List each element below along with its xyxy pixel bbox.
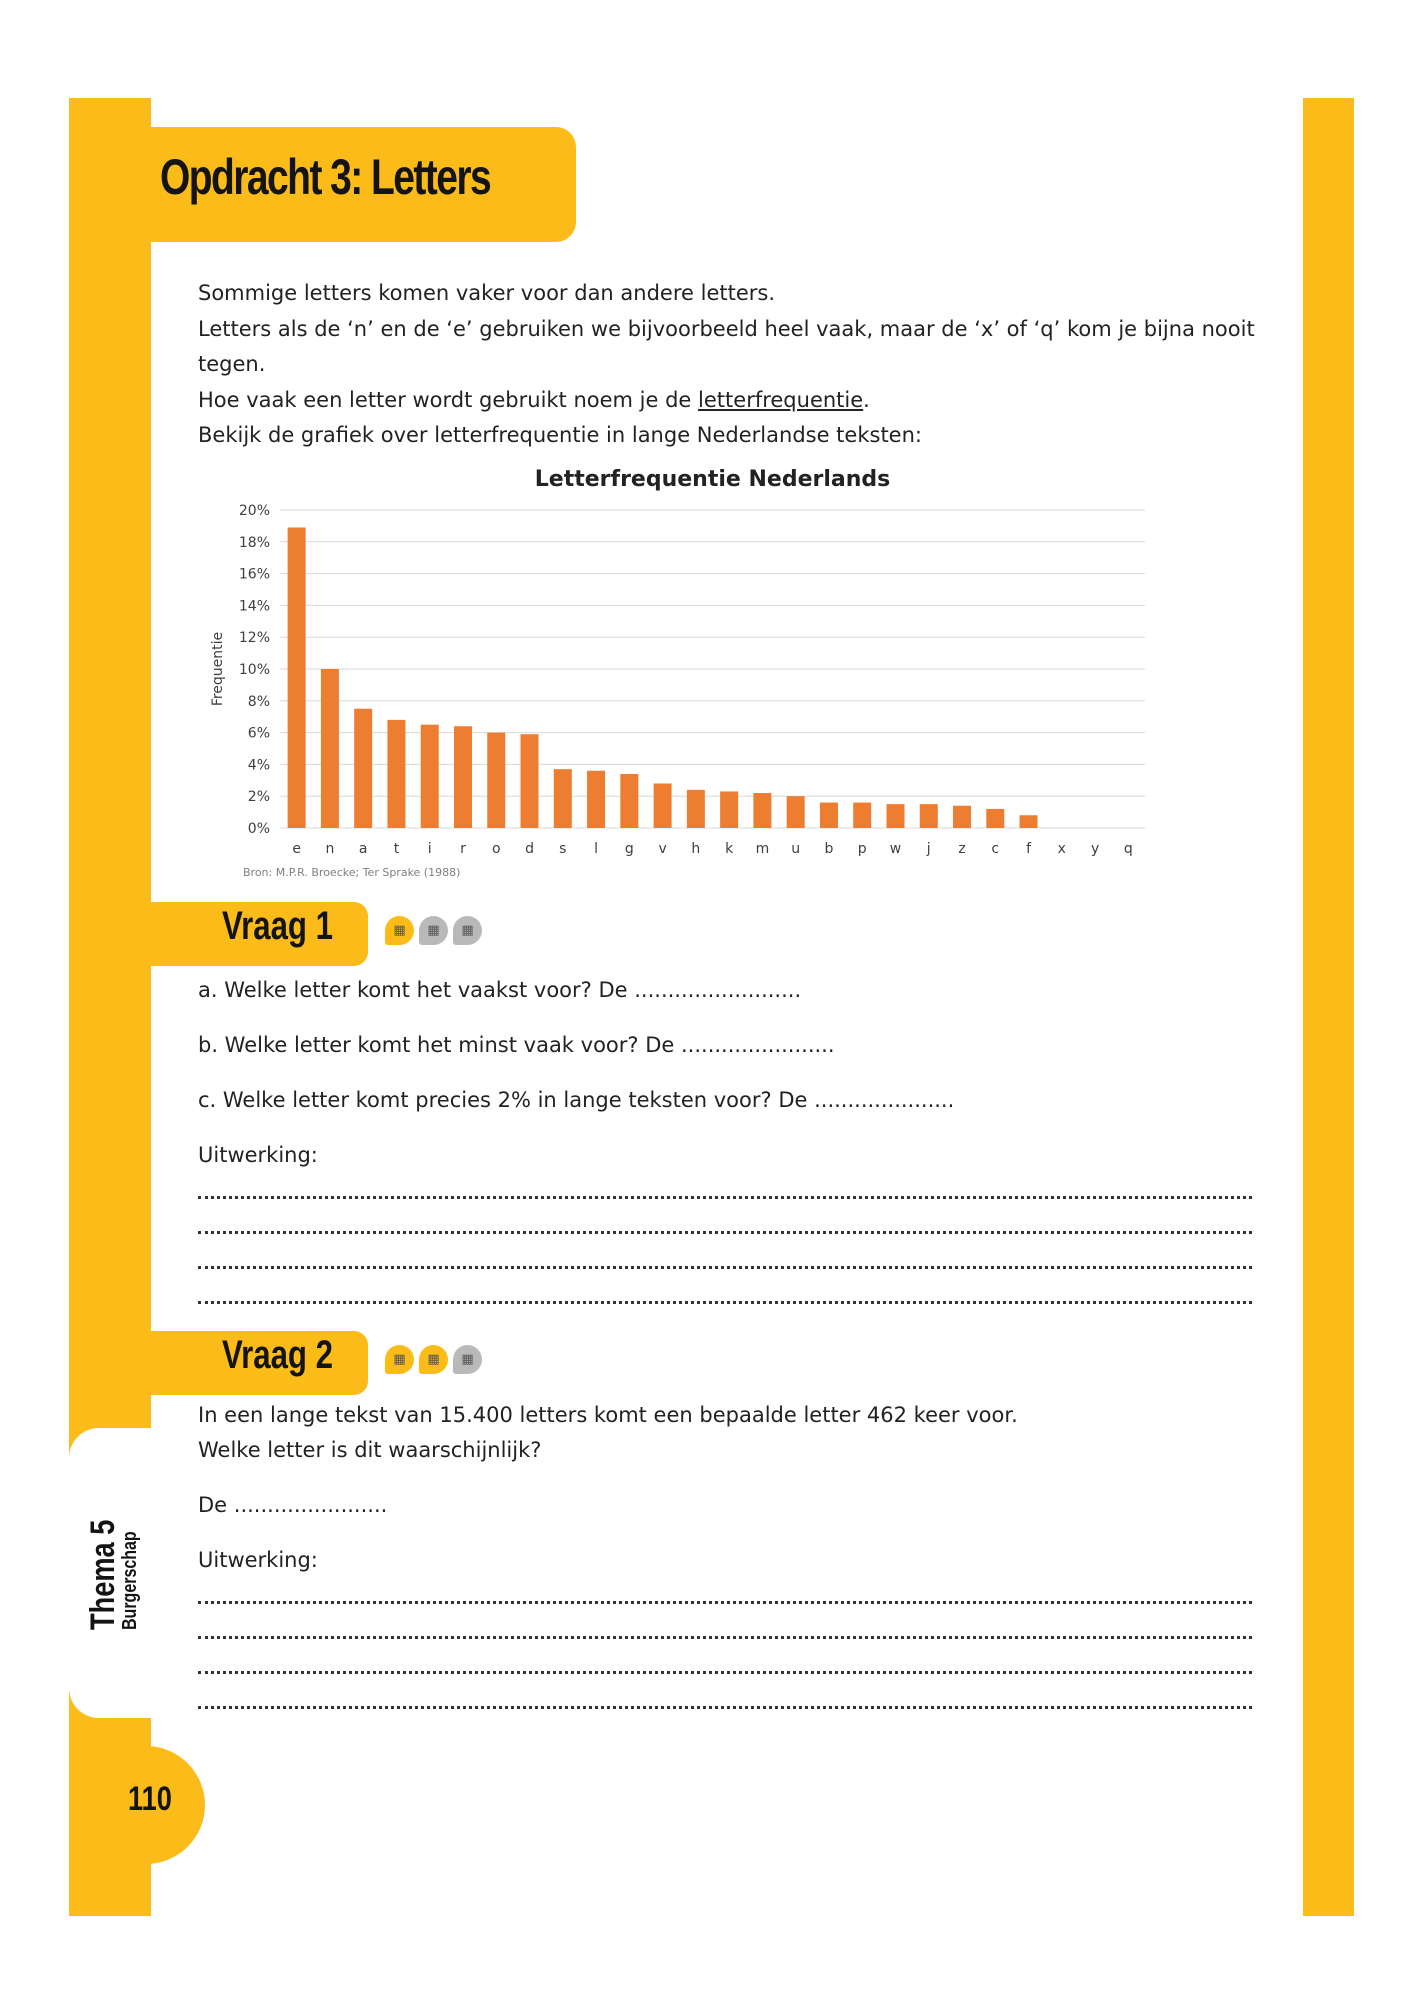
- bar-g: [620, 774, 638, 828]
- y-tick-label: 20%: [238, 503, 270, 519]
- x-tick-label: e: [292, 841, 301, 857]
- x-tick-label: w: [889, 841, 902, 857]
- bar-n: [321, 669, 339, 828]
- intro-text: [198, 276, 1258, 454]
- answer-line[interactable]: [198, 1256, 1252, 1269]
- bar-r: [454, 726, 472, 828]
- right-accent-band: [1303, 98, 1354, 1916]
- y-tick-label: 8%: [247, 693, 270, 710]
- x-tick-label: o: [491, 841, 501, 857]
- chart-title: Letterfrequentie Nederlands: [534, 467, 891, 492]
- vraag-1-label: Vraag 1: [222, 904, 334, 948]
- bar-s: [554, 769, 572, 828]
- vraag-2-uitwerking-label: Uitwerking:: [198, 1548, 318, 1572]
- bar-f: [1020, 815, 1038, 828]
- x-tick-label: f: [1026, 841, 1032, 857]
- x-tick-label: a: [358, 841, 368, 857]
- x-tick-label: c: [991, 841, 1000, 857]
- y-axis-label: Frequentie: [210, 631, 226, 707]
- vraag-2-line-1: In een lange tekst van 15.400 letters komt een bepaalde letter 462 keer voor.: [198, 1403, 1018, 1427]
- answer-line[interactable]: [198, 1591, 1252, 1604]
- bar-v: [654, 783, 672, 828]
- y-tick-label: 12%: [238, 630, 270, 647]
- x-tick-label: j: [926, 841, 931, 857]
- level-icon-inactive: ▦: [453, 916, 482, 945]
- bar-e: [288, 527, 306, 828]
- y-tick-label: 4%: [247, 757, 270, 774]
- bar-u: [787, 796, 805, 828]
- vraag-1-question-a: a. Welke letter komt het vaakst voor? De .........................: [198, 978, 802, 1002]
- intro-line-3-post: .: [863, 387, 870, 412]
- level-icon-active: ▦: [385, 916, 414, 945]
- letterfrequentie-term: letterfrequentie: [698, 387, 864, 412]
- x-tick-label: q: [1123, 841, 1133, 857]
- y-tick-label: 14%: [238, 598, 270, 615]
- x-tick-label: n: [325, 841, 335, 857]
- x-tick-label: g: [624, 841, 634, 857]
- bar-b: [820, 803, 838, 828]
- x-tick-label: m: [755, 841, 770, 857]
- answer-line[interactable]: [198, 1186, 1252, 1199]
- bar-t: [387, 720, 405, 828]
- x-tick-label: u: [791, 841, 801, 857]
- bar-k: [720, 791, 738, 828]
- x-tick-label: d: [525, 841, 534, 857]
- x-tick-label: v: [658, 841, 667, 857]
- level-icon-inactive: ▦: [419, 916, 448, 945]
- level-icon-active: ▦: [419, 1345, 448, 1374]
- bar-w: [886, 804, 904, 828]
- level-icon-inactive: ▦: [453, 1345, 482, 1374]
- x-tick-label: i: [427, 841, 432, 857]
- y-tick-label: 16%: [238, 566, 270, 583]
- bar-o: [487, 733, 505, 828]
- theme-title: Thema 5: [84, 1519, 122, 1630]
- answer-line[interactable]: [198, 1221, 1252, 1234]
- chart-source: Bron: M.P.R. Broecke; Ter Sprake (1988): [243, 866, 461, 879]
- bar-z: [953, 806, 971, 828]
- vraag-2-line-2: Welke letter is dit waarschijnlijk?: [198, 1438, 542, 1462]
- bar-d: [521, 734, 539, 828]
- x-tick-label: h: [691, 841, 701, 857]
- bar-m: [753, 793, 771, 828]
- vraag-1-question-b: b. Welke letter komt het minst vaak voor? De .......................: [198, 1033, 835, 1057]
- y-tick-label: 0%: [247, 821, 270, 837]
- y-tick-label: 2%: [247, 789, 270, 806]
- vraag-1-level-icons: [385, 916, 482, 945]
- answer-line[interactable]: [198, 1696, 1252, 1709]
- bar-p: [853, 803, 871, 828]
- y-tick-label: 18%: [238, 534, 270, 551]
- intro-line-3: [198, 383, 1258, 419]
- x-tick-label: l: [594, 841, 599, 857]
- x-tick-label: r: [460, 841, 466, 857]
- x-tick-label: t: [393, 841, 400, 857]
- bar-c: [986, 809, 1004, 828]
- x-tick-label: k: [725, 841, 734, 857]
- bar-a: [354, 709, 372, 828]
- bar-h: [687, 790, 705, 828]
- answer-line[interactable]: [198, 1661, 1252, 1674]
- intro-line-3-pre: Hoe vaak een letter wordt gebruikt noem je de: [198, 387, 699, 412]
- vraag-1-question-c: c. Welke letter komt precies 2% in lange teksten voor? De .....................: [198, 1088, 955, 1112]
- bar-j: [920, 804, 938, 828]
- letter-frequency-chart: [200, 460, 1160, 890]
- x-tick-label: z: [958, 841, 966, 857]
- vraag-2-level-icons: [385, 1345, 482, 1374]
- vraag-1-uitwerking-label: Uitwerking:: [198, 1143, 318, 1167]
- bar-l: [587, 771, 605, 828]
- answer-line[interactable]: [198, 1291, 1252, 1304]
- level-icon-active: ▦: [385, 1345, 414, 1374]
- x-tick-label: y: [1090, 841, 1100, 857]
- intro-line-1: Sommige letters komen vaker voor dan andere letters.: [198, 281, 776, 305]
- y-tick-label: 10%: [238, 662, 270, 678]
- vraag-2-label: Vraag 2: [222, 1333, 334, 1377]
- x-tick-label: b: [824, 841, 834, 857]
- x-tick-label: x: [1057, 841, 1066, 857]
- page-number: 110: [128, 1780, 172, 1818]
- x-tick-label: p: [857, 841, 867, 857]
- theme-subject: Burgerschap: [119, 1531, 141, 1630]
- intro-line-2: Letters als de ‘n’ en de ‘e’ gebruiken we bijvoorbeeld heel vaak, maar de ‘x’ of ‘q’ kom je bijna nooit tegen.: [198, 316, 1255, 376]
- sidebar-theme-label: [84, 1492, 142, 1630]
- page-title: Opdracht 3: Letters: [160, 149, 491, 205]
- intro-line-4: Bekijk de grafiek over letterfrequentie in lange Nederlandse teksten:: [198, 423, 922, 447]
- vraag-2-answer: De .......................: [198, 1493, 388, 1517]
- y-tick-label: 6%: [247, 725, 270, 742]
- bar-i: [421, 725, 439, 828]
- x-tick-label: s: [559, 841, 567, 857]
- answer-line[interactable]: [198, 1626, 1252, 1639]
